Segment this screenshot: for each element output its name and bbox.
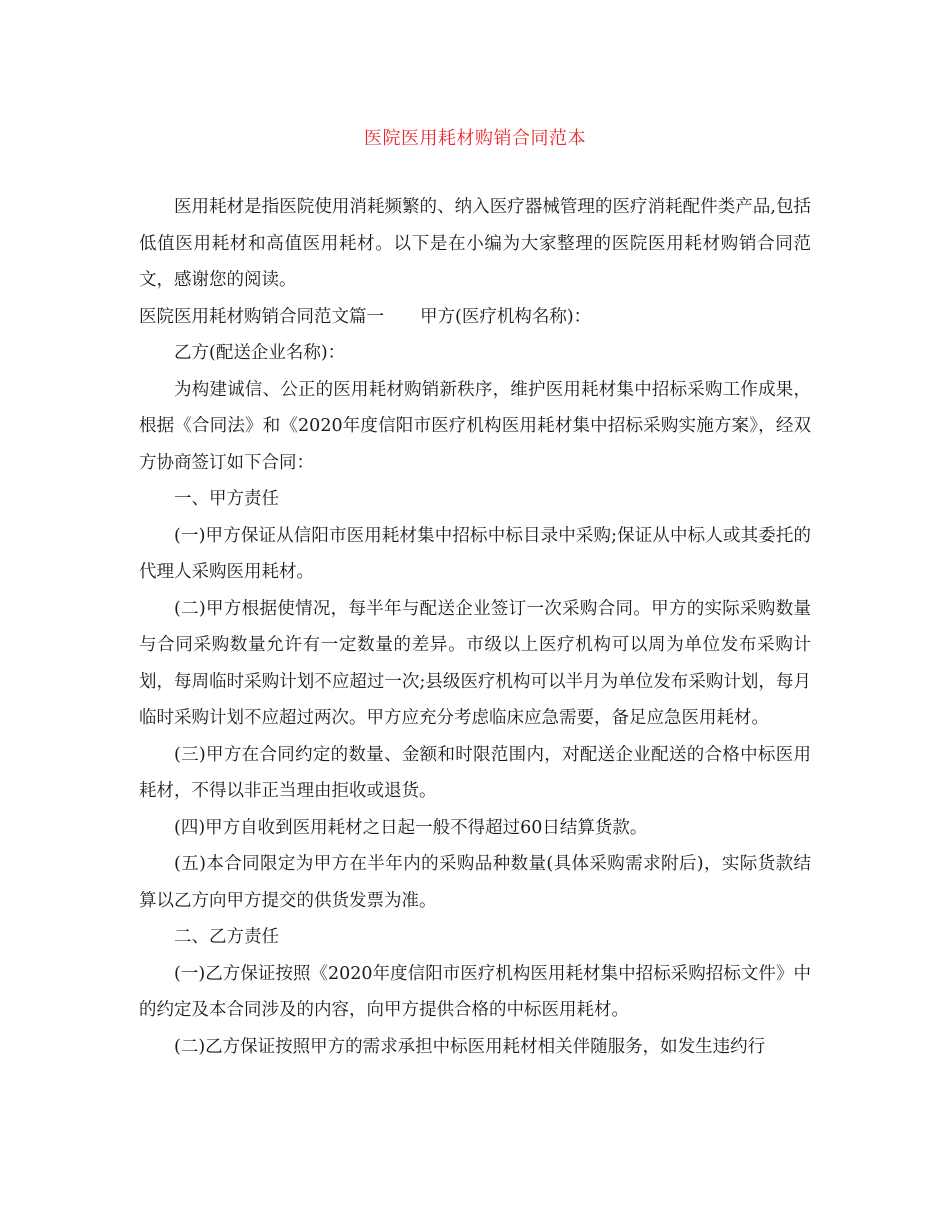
section-heading-line xyxy=(139,299,811,336)
clause-b-1: (一)乙方保证按照《2020年度信阳市医疗机构医用耗材集中招标采购招标文件》中的约定及本合同涉及的内容，向甲方提供合格的中标医用耗材。 xyxy=(139,963,811,1020)
clause-a-1: (一)甲方保证从信阳市医用耗材集中招标中标目录中采购;保证从中标人或其委托的代理人采购医用耗材。 xyxy=(139,525,811,582)
party-a-duties-heading: 一、甲方责任 xyxy=(174,489,279,509)
document-body xyxy=(139,189,811,1065)
preamble-paragraph: 为构建诚信、公正的医用耗材购销新秩序，维护医用耗材集中招标采购工作成果，根据《合同法》和《2020年度信阳市医疗机构医用耗材集中招标采购实施方案》，经双方协商签订如下合同： xyxy=(139,379,811,473)
document-title: 医院医用耗材购销合同范本 xyxy=(364,128,586,149)
clause-a-5: (五)本合同限定为甲方在半年内的采购品种数量(具体采购需求附后)，实际货款结算以乙方向甲方提交的供货发票为准。 xyxy=(139,854,811,911)
clause-b-2: (二)乙方保证按照甲方的需求承担中标医用耗材相关伴随服务，如发生违约行 xyxy=(174,1036,766,1057)
party-b-duties-heading: 二、乙方责任 xyxy=(174,927,279,947)
intro-paragraph: 医用耗材是指医院使用消耗频繁的、纳入医疗器械管理的医疗消耗配件类产品,包括低值医用耗材和高值医用耗材。以下是在小编为大家整理的医院医用耗材购销合同范文，感谢您的阅读。 xyxy=(139,197,811,290)
party-a-line: 甲方(医疗机构名称)： xyxy=(420,306,592,327)
party-b-line: 乙方(配送企业名称)： xyxy=(174,343,346,363)
clause-a-4: (四)甲方自收到医用耗材之日起一般不得超过60日结算货款。 xyxy=(174,817,648,838)
clause-a-3: (三)甲方在合同约定的数量、金额和时限范围内，对配送企业配送的合格中标医用耗材，不得以非正当理由拒收或退货。 xyxy=(139,744,811,801)
section-heading: 医院医用耗材购销合同范文篇一 xyxy=(139,306,384,327)
clause-a-2: (二)甲方根据使情况，每半年与配送企业签订一次采购合同。甲方的实际采购数量与合同采购数量允许有一定数量的差异。市级以上医疗机构可以周为单位发布采购计划，每周临时采购计划不应超过一次;县级医疗机构可以半月为单位发布采购计划，每月临时采购计划不应超过两次。甲方应充分考虑临床应急需要，备足应急医用耗材。 xyxy=(139,598,811,728)
